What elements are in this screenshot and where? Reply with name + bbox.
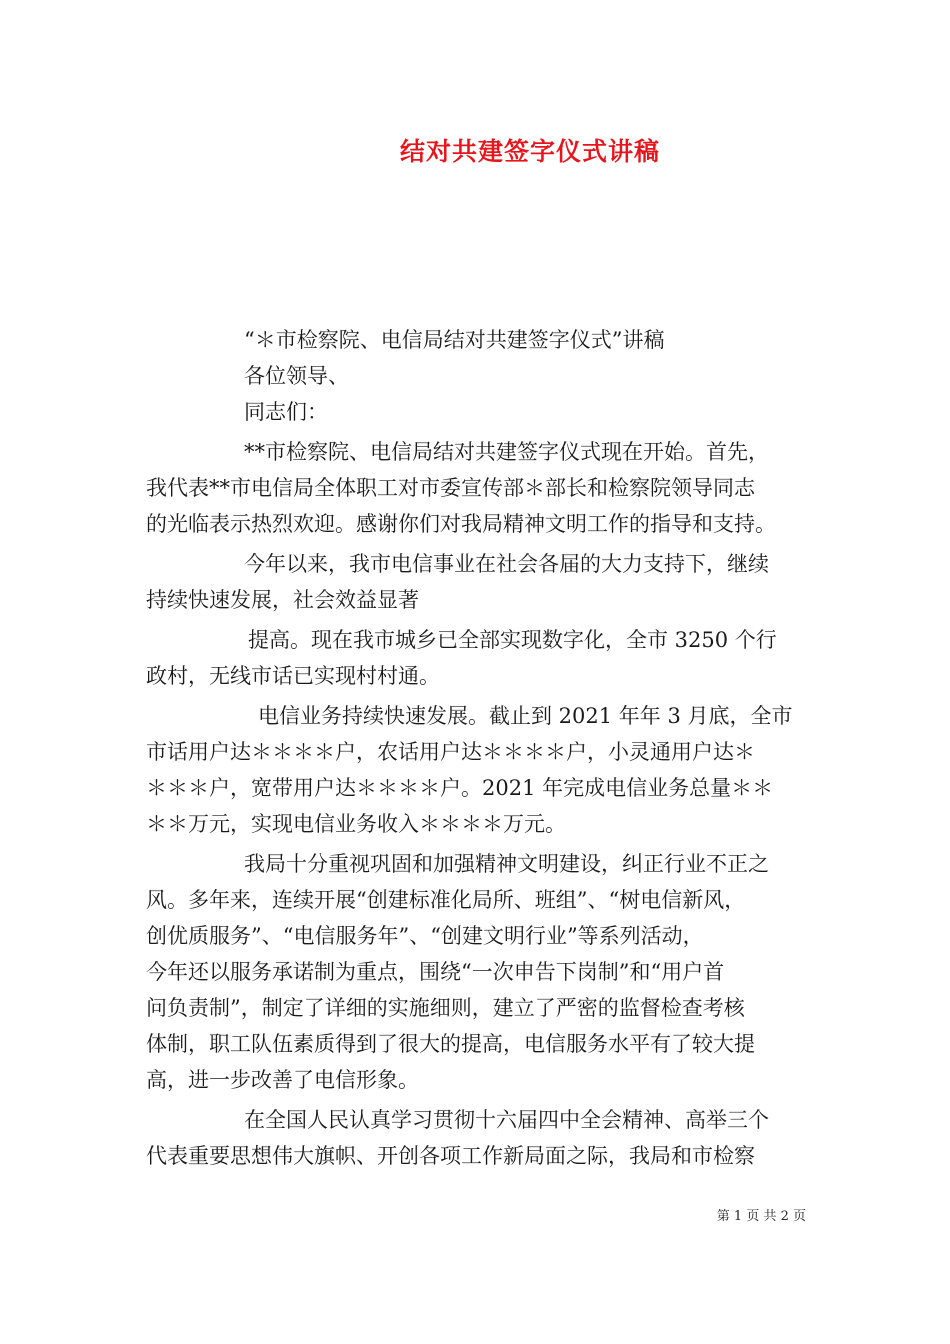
text-line: 体制，职工队伍素质得到了很大的提高，电信服务水平有了较大提 xyxy=(146,1032,755,1056)
page-footer: 第 1 页 共 2 页 xyxy=(716,1209,806,1224)
text-line: **市检察院、电信局结对共建签字仪式现在开始。首先， xyxy=(244,440,769,464)
text-line: 电信业务持续快速发展。截止到 2021 年年 3 月底，全市 xyxy=(258,704,793,728)
text-line: ＊＊万元，实现电信业务收入＊＊＊＊万元。 xyxy=(146,812,566,836)
text-line: 代表重要思想伟大旗帜、开创各项工作新局面之际，我局和市检察 xyxy=(146,1144,755,1168)
text-line: 市话用户达＊＊＊＊户，农话用户达＊＊＊＊户，小灵通用户达＊ xyxy=(146,740,755,764)
text-line: ＊＊＊户，宽带用户达＊＊＊＊户。2021 年完成电信业务总量＊＊ xyxy=(146,776,774,800)
text-line: “＊市检察院、电信局结对共建签字仪式”讲稿 xyxy=(244,328,665,352)
text-line: 持续快速发展，社会效益显著 xyxy=(146,588,419,612)
text-line: 今年以来，我市电信事业在社会各届的大力支持下，继续 xyxy=(244,552,769,576)
text-line: 各位领导、 xyxy=(244,364,349,388)
text-line: 风。多年来，连续开展“创建标准化局所、班组”、“树电信新风， xyxy=(146,888,746,912)
text-line: 今年还以服务承诺制为重点，围绕“一次申告下岗制”和“用户首 xyxy=(146,960,725,984)
document-body xyxy=(146,322,806,1174)
text-line: 我代表**市电信局全体职工对市委宣传部＊部长和检察院领导同志 xyxy=(146,476,755,500)
text-line: 我局十分重视巩固和加强精神文明建设，纠正行业不正之 xyxy=(244,852,769,876)
document-title: 结对共建签字仪式讲稿 xyxy=(399,137,660,166)
text-line: 创优质服务”、“电信服务年”、“创建文明行业”等系列活动， xyxy=(146,924,704,948)
text-line: 提高。现在我市城乡已全部实现数字化，全市 3250 个行 xyxy=(248,628,777,652)
text-line: 在全国人民认真学习贯彻十六届四中全会精神、高举三个 xyxy=(244,1108,769,1132)
text-line: 问负责制”，制定了详细的实施细则，建立了严密的监督检查考核 xyxy=(146,996,745,1020)
text-line: 高，进一步改善了电信形象。 xyxy=(146,1068,419,1092)
text-line: 的光临表示热烈欢迎。感谢你们对我局精神文明工作的指导和支持。 xyxy=(146,512,776,536)
text-line: 政村，无线市话已实现村村通。 xyxy=(146,664,440,688)
text-line: 同志们： xyxy=(244,400,328,424)
